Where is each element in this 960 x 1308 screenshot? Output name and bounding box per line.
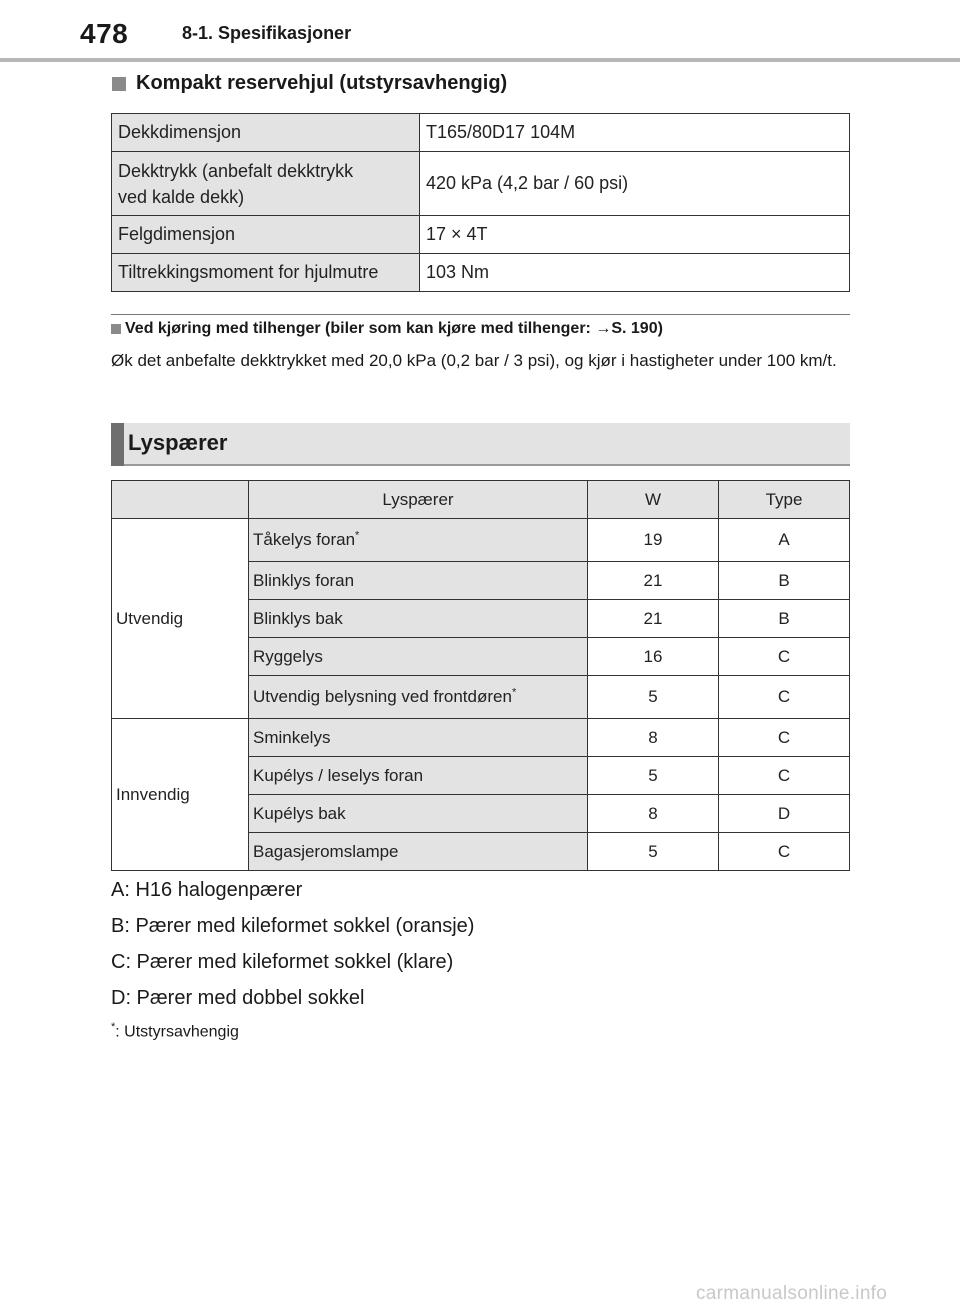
- bulb-type: D: [719, 795, 850, 833]
- chapter-title: 8-1. Spesifikasjoner: [182, 23, 352, 43]
- spare-wheel-heading: [112, 72, 507, 95]
- bulb-type: C: [719, 638, 850, 676]
- bulb-type: C: [719, 833, 850, 871]
- bulb-watt: 5: [588, 676, 719, 719]
- bulb-type: C: [719, 719, 850, 757]
- table-row: [112, 152, 850, 216]
- watermark: carmanualsonline.info: [696, 1283, 888, 1304]
- bulb-name: Sminkelys: [249, 719, 588, 757]
- footnote-mark: *: [511, 686, 517, 699]
- spare-wheel-spec-table: [111, 113, 850, 292]
- bulb-watt: 8: [588, 719, 719, 757]
- table-row: [112, 114, 850, 152]
- bulb-name: Kupélys / leselys foran: [249, 757, 588, 795]
- bulb-name: [249, 676, 588, 719]
- table-row: [112, 216, 850, 254]
- bulb-watt: 5: [588, 833, 719, 871]
- legend-item: A: H16 halogenpærer: [111, 879, 303, 901]
- header-group: [112, 481, 249, 519]
- spec-label-line: Dekktrykk (anbefalt dekktrykk: [118, 160, 354, 181]
- bulb-table: [111, 480, 850, 871]
- bulb-watt: 5: [588, 757, 719, 795]
- bulb-name: Kupélys bak: [249, 795, 588, 833]
- square-bullet-icon: [111, 324, 121, 334]
- header-rule: [0, 58, 960, 62]
- bulb-name-text: Utvendig belysning ved frontdøren: [253, 687, 512, 706]
- footnote-star: *: [111, 1021, 116, 1033]
- header-name: Lyspærer: [249, 481, 588, 519]
- table-row: [112, 719, 850, 757]
- bulb-watt: 21: [588, 562, 719, 600]
- header-type: Type: [719, 481, 850, 519]
- legend-item: B: Pærer med kileformet sokkel (oransje): [111, 915, 475, 937]
- spec-label: [112, 152, 420, 216]
- bulb-watt: 8: [588, 795, 719, 833]
- spare-wheel-title: Kompakt reservehjul (utstyrsavhengig): [136, 72, 508, 94]
- bulb-name: Ryggelys: [249, 638, 588, 676]
- bulb-watt: 16: [588, 638, 719, 676]
- spec-label-line: ved kalde dekk): [118, 186, 245, 207]
- bulb-name-text: Tåkelys foran: [253, 530, 356, 549]
- spec-value: 103 Nm: [420, 254, 850, 292]
- bulb-type: A: [719, 519, 850, 562]
- bulb-name: Bagasjeromslampe: [249, 833, 588, 871]
- header-watt: W: [588, 481, 719, 519]
- square-bullet-icon: [112, 77, 126, 91]
- footnote-text: : Utstyrsavhengig: [115, 1023, 239, 1041]
- trailer-note-title: Ved kjøring med tilhenger (biler som kan kjøre med tilhenger: →S. 190): [125, 320, 663, 337]
- spec-label: Dekkdimensjon: [112, 114, 420, 152]
- page-header: [0, 0, 960, 62]
- bulb-watt: 21: [588, 600, 719, 638]
- bulb-watt: 19: [588, 519, 719, 562]
- note-divider: [111, 314, 850, 315]
- group-label: Utvendig: [112, 519, 249, 719]
- group-label: Innvendig: [112, 719, 249, 871]
- bulb-name: Blinklys bak: [249, 600, 588, 638]
- spec-value: 420 kPa (4,2 bar / 60 psi): [420, 152, 850, 216]
- section-band: [111, 423, 850, 466]
- page-number: 478: [80, 18, 129, 49]
- trailer-note-body: Øk det anbefalte dekktrykket med 20,0 kPa (0,2 bar / 3 psi), og kjør i hastigheter under 100 km/t.: [111, 351, 837, 370]
- bulb-name: [249, 519, 588, 562]
- bulb-type: C: [719, 757, 850, 795]
- bulb-type: B: [719, 600, 850, 638]
- spec-value: 17 × 4T: [420, 216, 850, 254]
- spec-label: Felgdimensjon: [112, 216, 420, 254]
- footnote-mark: *: [355, 529, 360, 542]
- table-row: [112, 254, 850, 292]
- section-band-bar: [111, 423, 124, 466]
- legend-item: D: Pærer med dobbel sokkel: [111, 987, 365, 1009]
- bulb-type: B: [719, 562, 850, 600]
- bulb-name: Blinklys foran: [249, 562, 588, 600]
- spec-value: T165/80D17 104M: [420, 114, 850, 152]
- table-row: [112, 519, 850, 562]
- bulb-type: C: [719, 676, 850, 719]
- spec-label: Tiltrekkingsmoment for hjulmutre: [112, 254, 420, 292]
- section-title: Lyspærer: [128, 430, 228, 455]
- footnote: [111, 1021, 239, 1041]
- trailer-note-heading: [111, 320, 663, 338]
- legend-item: C: Pærer med kileformet sokkel (klare): [111, 951, 454, 973]
- table-header-row: [112, 481, 850, 519]
